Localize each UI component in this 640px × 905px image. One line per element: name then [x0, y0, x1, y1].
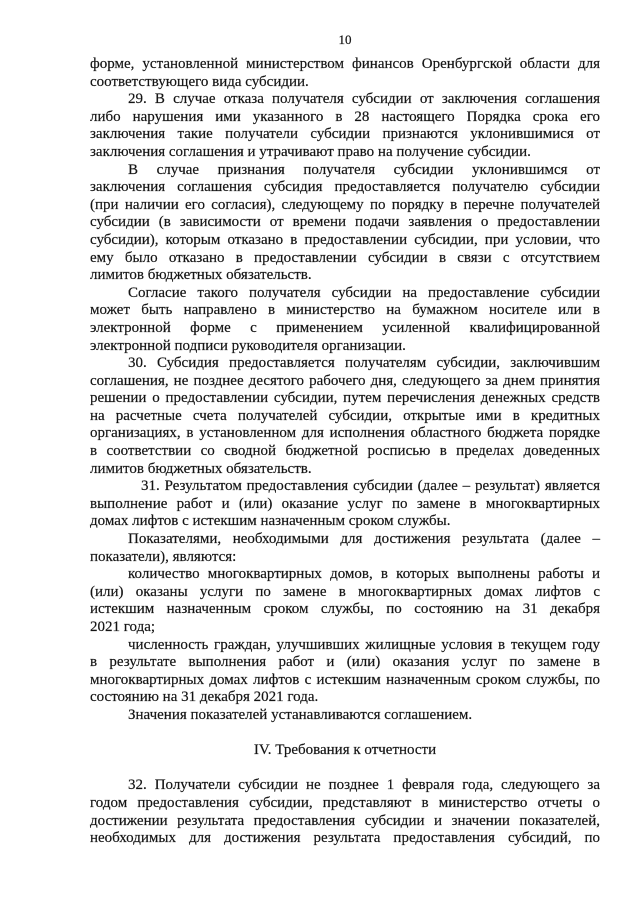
- page-number: 10: [338, 32, 352, 47]
- text-line: соответствующего вида субсидии.: [90, 73, 309, 90]
- text-line: 31. Результатом предоставления субсидии (далее – результат) является: [141, 478, 600, 495]
- paragraph-refusal-case: [90, 162, 600, 285]
- text-line: заключения соглашения субсидия предоставляется получателю субсидии: [90, 179, 600, 196]
- paragraph-item-32: [90, 777, 600, 847]
- text-line: лимитов бюджетных обязательств.: [90, 267, 312, 284]
- text-line: ему было отказано в предоставлении субсидии в связи с отсутствием: [90, 249, 600, 266]
- text-line: в результате выполнения работ и (или) оказания услуг по замене в: [90, 654, 600, 671]
- text-line: электронной форме с применением усиленной квалифицированной: [90, 319, 600, 336]
- text-line: истекшим назначенным сроком службы, по состоянию на 31 декабря: [90, 601, 600, 618]
- text-line: субсидии), которым отказано в предоставлении субсидии, при условии, что: [90, 231, 600, 248]
- text-line: 32. Получатели субсидии не позднее 1 февраля года, следующего за: [128, 777, 600, 794]
- text-line: домах лифтов с истекшим назначенным сроком службы.: [90, 513, 451, 530]
- paragraph-consent: [90, 285, 600, 355]
- section-heading: IV. Требования к отчетности: [253, 742, 437, 759]
- text-line: заключения такие получатели субсидии признаются уклонившимися от: [90, 126, 600, 143]
- paragraph-item-30: [90, 355, 600, 478]
- text-line: Значения показателей устанавливаются соглашением.: [128, 706, 473, 723]
- text-line: (или) оказаны услуги по замене в многоквартирных домах лифтов с: [90, 583, 600, 600]
- document-body: [90, 56, 600, 848]
- paragraph-indicators: [90, 531, 600, 566]
- paragraph-indicator-citizens: [90, 637, 600, 707]
- text-line: В случае признания получателя субсидии уклонившимся от: [128, 161, 600, 178]
- text-line: численность граждан, улучшивших жилищные условия в текущем году: [128, 636, 600, 653]
- text-line: Показателями, необходимыми для достижения результата (далее –: [128, 531, 600, 548]
- text-line: показатели), являются:: [90, 548, 237, 565]
- text-line: (при наличии его согласия), следующему по порядку в перечне получателей: [90, 196, 600, 213]
- text-line: 30. Субсидия предоставляется получателям субсидии, заключившим: [128, 355, 600, 372]
- text-line: может быть направлено в министерство на бумажном носителе или в: [90, 302, 600, 319]
- text-line: в соответствии со сводной бюджетной росписью в пределах доведенных: [90, 443, 600, 460]
- text-line: на расчетные счета получателей субсидии, открытые ими в кредитных: [90, 407, 600, 424]
- text-line: форме, установленной министерством финансов Оренбургской области для: [90, 56, 600, 72]
- paragraph-indicator-values: [90, 707, 600, 725]
- text-line: годом предоставления субсидии, представляют в министерство отчеты о: [90, 794, 600, 811]
- paragraph-indicator-houses: [90, 566, 600, 636]
- text-line: 2021 года;: [90, 619, 156, 635]
- text-line: заключения соглашения и утрачивают право на получение субсидии.: [90, 143, 531, 160]
- text-line: Согласие такого получателя субсидии на предоставление субсидии: [128, 284, 600, 301]
- text-line: субсидии (в зависимости от времени подачи заявления о предоставлении: [90, 214, 600, 231]
- text-line: либо нарушения ими указанного в 28 настоящего Порядка срока его: [90, 108, 600, 125]
- text-line: количество многоквартирных домов, в которых выполнены работы и: [128, 566, 600, 583]
- text-line: лимитов бюджетных обязательств.: [90, 460, 312, 477]
- paragraph-continuation: [90, 56, 600, 91]
- text-line: электронной подписи руководителя организации.: [90, 337, 406, 354]
- text-line: состоянию на 31 декабря 2021 года.: [90, 689, 319, 706]
- text-line: решении о предоставлении субсидии, путем перечисления денежных средств: [90, 390, 600, 407]
- text-line: необходимых для достижения результата предоставления субсидий, по: [90, 830, 600, 847]
- paragraph-item-31: [90, 478, 600, 531]
- text-line: многоквартирных домах лифтов с истекшим назначенным сроком службы, по: [90, 671, 600, 688]
- text-line: организациях, в установленном для исполнения областного бюджета порядке: [90, 425, 600, 442]
- text-line: соглашения, не позднее десятого рабочего дня, следующего за днем принятия: [90, 372, 600, 389]
- text-line: 29. В случае отказа получателя субсидии от заключения соглашения: [128, 91, 600, 108]
- text-line: достижении результата предоставления субсидии и значении показателей,: [90, 812, 600, 829]
- paragraph-item-29: [90, 91, 600, 161]
- text-line: выполнение работ и (или) оказание услуг по замене в многоквартирных: [90, 495, 600, 512]
